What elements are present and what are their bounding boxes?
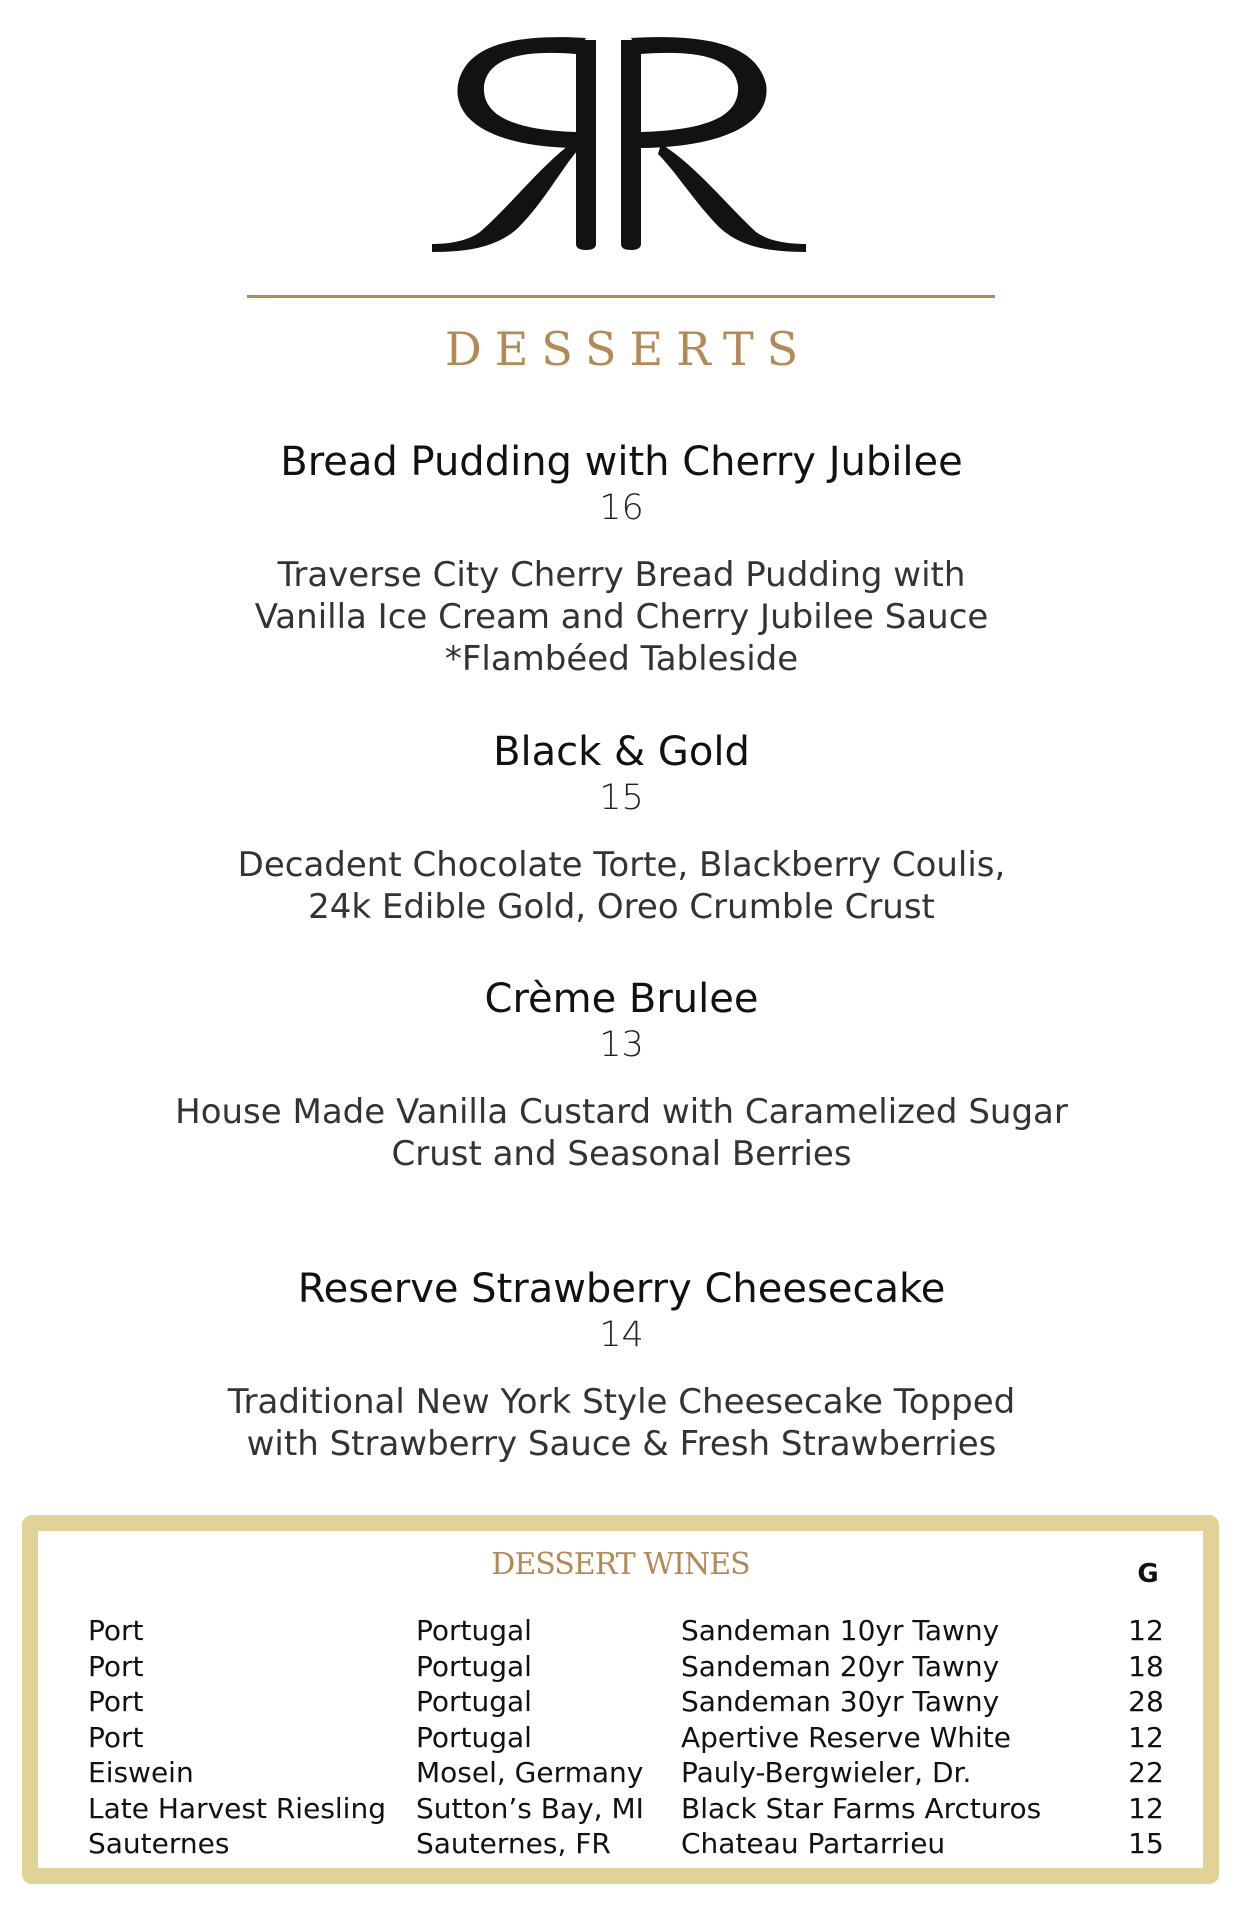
wine-region: Portugal bbox=[416, 1614, 532, 1647]
section-title: DESSERTS bbox=[444, 322, 812, 376]
dessert-name: Bread Pudding with Cherry Jubilee bbox=[280, 439, 963, 485]
wine-row bbox=[38, 1755, 1203, 1791]
wine-region: Portugal bbox=[416, 1720, 532, 1754]
wine-producer: Sandeman 30yr Tawny bbox=[681, 1685, 1000, 1718]
wine-row bbox=[38, 1791, 1203, 1827]
wine-row bbox=[38, 1720, 1203, 1756]
dessert-wines-box bbox=[22, 1515, 1219, 1884]
wine-price: 18 bbox=[1128, 1649, 1164, 1683]
wine-price: 22 bbox=[1128, 1756, 1164, 1789]
dessert-name: Black & Gold bbox=[493, 729, 750, 775]
dessert-item bbox=[0, 973, 1243, 1175]
wine-list-title: DESSERT WINES bbox=[491, 1547, 750, 1582]
description-line: with Strawberry Sauce & Fresh Strawberries bbox=[246, 1424, 997, 1464]
wine-producer: Chateau Partarrieu bbox=[681, 1827, 946, 1860]
dessert-price: 15 bbox=[599, 778, 644, 818]
description-line: Decadent Chocolate Torte, Blackberry Coulis, bbox=[237, 845, 1006, 885]
wine-price: 15 bbox=[1128, 1827, 1164, 1860]
wine-price: 12 bbox=[1128, 1614, 1164, 1647]
dessert-name: Crème Brulee bbox=[484, 976, 759, 1022]
wine-region: Sutton’s Bay, MI bbox=[416, 1791, 644, 1825]
wine-type: Port bbox=[88, 1720, 144, 1754]
wine-price: 12 bbox=[1128, 1791, 1164, 1825]
description-line: Vanilla Ice Cream and Cherry Jubilee Sauce bbox=[254, 597, 989, 637]
wine-row bbox=[38, 1613, 1203, 1649]
wine-producer: Pauly-Bergwieler, Dr. bbox=[681, 1756, 972, 1789]
wine-row bbox=[38, 1826, 1203, 1862]
wine-type: Late Harvest Riesling bbox=[88, 1791, 386, 1825]
dessert-name: Reserve Strawberry Cheesecake bbox=[297, 1266, 946, 1312]
dessert-item bbox=[0, 726, 1243, 928]
wine-producer: Black Star Farms Arcturos bbox=[681, 1791, 1042, 1825]
wine-region: Mosel, Germany bbox=[416, 1756, 644, 1789]
dessert-description bbox=[0, 554, 1243, 680]
wine-producer: Sandeman 10yr Tawny bbox=[681, 1614, 1000, 1647]
dessert-description bbox=[0, 1381, 1243, 1465]
dessert-item bbox=[0, 1263, 1243, 1465]
dessert-description bbox=[0, 844, 1243, 928]
dessert-price: 13 bbox=[599, 1025, 644, 1065]
gold-divider bbox=[247, 295, 995, 298]
description-line: 24k Edible Gold, Oreo Crumble Crust bbox=[308, 887, 935, 927]
description-line: Crust and Seasonal Berries bbox=[391, 1134, 852, 1174]
wine-producer: Sandeman 20yr Tawny bbox=[681, 1649, 1000, 1683]
wine-price: 12 bbox=[1128, 1720, 1164, 1754]
wine-region: Sauternes, FR bbox=[416, 1827, 611, 1860]
glass-price-header: G bbox=[1137, 1559, 1159, 1589]
description-line: *Flambéed Tableside bbox=[444, 639, 799, 679]
dessert-item bbox=[0, 436, 1243, 680]
wine-type: Sauternes bbox=[88, 1827, 230, 1860]
description-line: Traverse City Cherry Bread Pudding with bbox=[277, 555, 966, 595]
description-line: House Made Vanilla Custard with Caramelized Sugar bbox=[175, 1092, 1068, 1132]
wine-type: Port bbox=[88, 1685, 144, 1718]
wine-producer: Apertive Reserve White bbox=[681, 1720, 1011, 1754]
description-line: Traditional New York Style Cheesecake Topped bbox=[227, 1382, 1016, 1422]
dessert-price: 14 bbox=[599, 1315, 644, 1355]
rr-logo bbox=[426, 32, 816, 257]
wine-type: Port bbox=[88, 1614, 144, 1647]
wine-row bbox=[38, 1649, 1203, 1685]
wine-list bbox=[38, 1613, 1203, 1862]
wine-region: Portugal bbox=[416, 1685, 532, 1718]
wine-price: 28 bbox=[1128, 1685, 1164, 1718]
dessert-description bbox=[0, 1091, 1243, 1175]
wine-region: Portugal bbox=[416, 1649, 532, 1683]
wine-type: Port bbox=[88, 1649, 144, 1683]
logo-text: RR bbox=[426, 32, 428, 33]
dessert-price: 16 bbox=[599, 488, 644, 528]
wine-type: Eiswein bbox=[88, 1756, 194, 1789]
wine-row bbox=[38, 1684, 1203, 1720]
